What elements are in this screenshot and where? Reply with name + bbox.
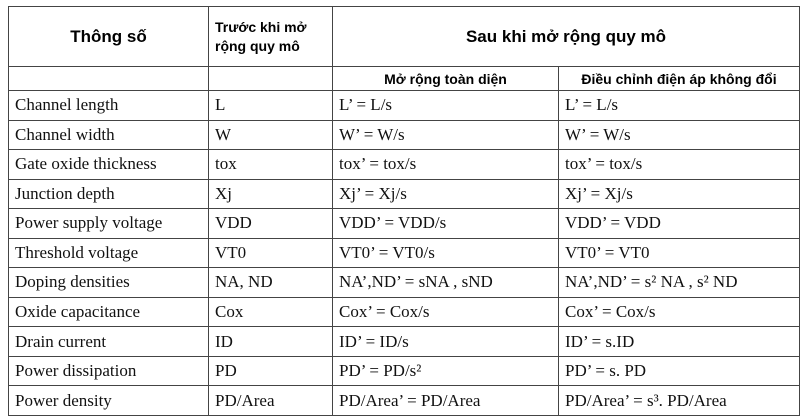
full-scaling-cell: PD’ = PD/s² [333, 356, 559, 386]
constant-voltage-cell: tox’ = tox/s [559, 150, 800, 180]
header-after-scaling: Sau khi mở rộng quy mô [333, 7, 800, 67]
full-scaling-cell: Xj’ = Xj/s [333, 179, 559, 209]
subheader-empty-parameter [9, 67, 209, 91]
param-cell: Gate oxide thickness [9, 150, 209, 180]
full-scaling-cell: VDD’ = VDD/s [333, 209, 559, 239]
header-constant-voltage-scaling: Điều chỉnh điện áp không đổi [559, 67, 800, 91]
param-cell: Channel length [9, 91, 209, 121]
before-cell: VDD [209, 209, 333, 239]
param-cell: Doping densities [9, 268, 209, 298]
param-cell: Power supply voltage [9, 209, 209, 239]
full-scaling-cell: W’ = W/s [333, 120, 559, 150]
param-cell: Power density [9, 386, 209, 416]
param-cell: Junction depth [9, 179, 209, 209]
constant-voltage-cell: NA’,ND’ = s² NA , s² ND [559, 268, 800, 298]
before-cell: Xj [209, 179, 333, 209]
table-row [9, 356, 800, 386]
full-scaling-cell: NA’,ND’ = sNA , sND [333, 268, 559, 298]
constant-voltage-cell: PD’ = s. PD [559, 356, 800, 386]
param-cell: Channel width [9, 120, 209, 150]
subheader-row [9, 67, 800, 91]
header-before-scaling: Trước khi mở rộng quy mô [209, 7, 333, 67]
constant-voltage-cell: W’ = W/s [559, 120, 800, 150]
before-cell: tox [209, 150, 333, 180]
full-scaling-cell: L’ = L/s [333, 91, 559, 121]
full-scaling-cell: PD/Area’ = PD/Area [333, 386, 559, 416]
header-parameter: Thông số [9, 7, 209, 67]
subheader-empty-before [209, 67, 333, 91]
table-row [9, 238, 800, 268]
table-row [9, 150, 800, 180]
constant-voltage-cell: L’ = L/s [559, 91, 800, 121]
table-row [9, 327, 800, 357]
constant-voltage-cell: Xj’ = Xj/s [559, 179, 800, 209]
table-row [9, 209, 800, 239]
param-cell: Oxide capacitance [9, 297, 209, 327]
before-cell: Cox [209, 297, 333, 327]
before-cell: PD/Area [209, 386, 333, 416]
constant-voltage-cell: PD/Area’ = s³. PD/Area [559, 386, 800, 416]
before-cell: L [209, 91, 333, 121]
constant-voltage-cell: VDD’ = VDD [559, 209, 800, 239]
before-cell: W [209, 120, 333, 150]
header-full-scaling: Mở rộng toàn diện [333, 67, 559, 91]
table-row [9, 179, 800, 209]
before-cell: PD [209, 356, 333, 386]
full-scaling-cell: tox’ = tox/s [333, 150, 559, 180]
constant-voltage-cell: ID’ = s.ID [559, 327, 800, 357]
table-row [9, 120, 800, 150]
before-cell: ID [209, 327, 333, 357]
before-cell: NA, ND [209, 268, 333, 298]
param-cell: Threshold voltage [9, 238, 209, 268]
table-row [9, 297, 800, 327]
before-cell: VT0 [209, 238, 333, 268]
full-scaling-cell: VT0’ = VT0/s [333, 238, 559, 268]
full-scaling-cell: Cox’ = Cox/s [333, 297, 559, 327]
constant-voltage-cell: Cox’ = Cox/s [559, 297, 800, 327]
param-cell: Drain current [9, 327, 209, 357]
table-row [9, 268, 800, 298]
table-body [9, 91, 800, 416]
constant-voltage-cell: VT0’ = VT0 [559, 238, 800, 268]
table-row [9, 386, 800, 416]
header-row [9, 7, 800, 67]
full-scaling-cell: ID’ = ID/s [333, 327, 559, 357]
scaling-table [8, 6, 800, 416]
param-cell: Power dissipation [9, 356, 209, 386]
table-row [9, 91, 800, 121]
